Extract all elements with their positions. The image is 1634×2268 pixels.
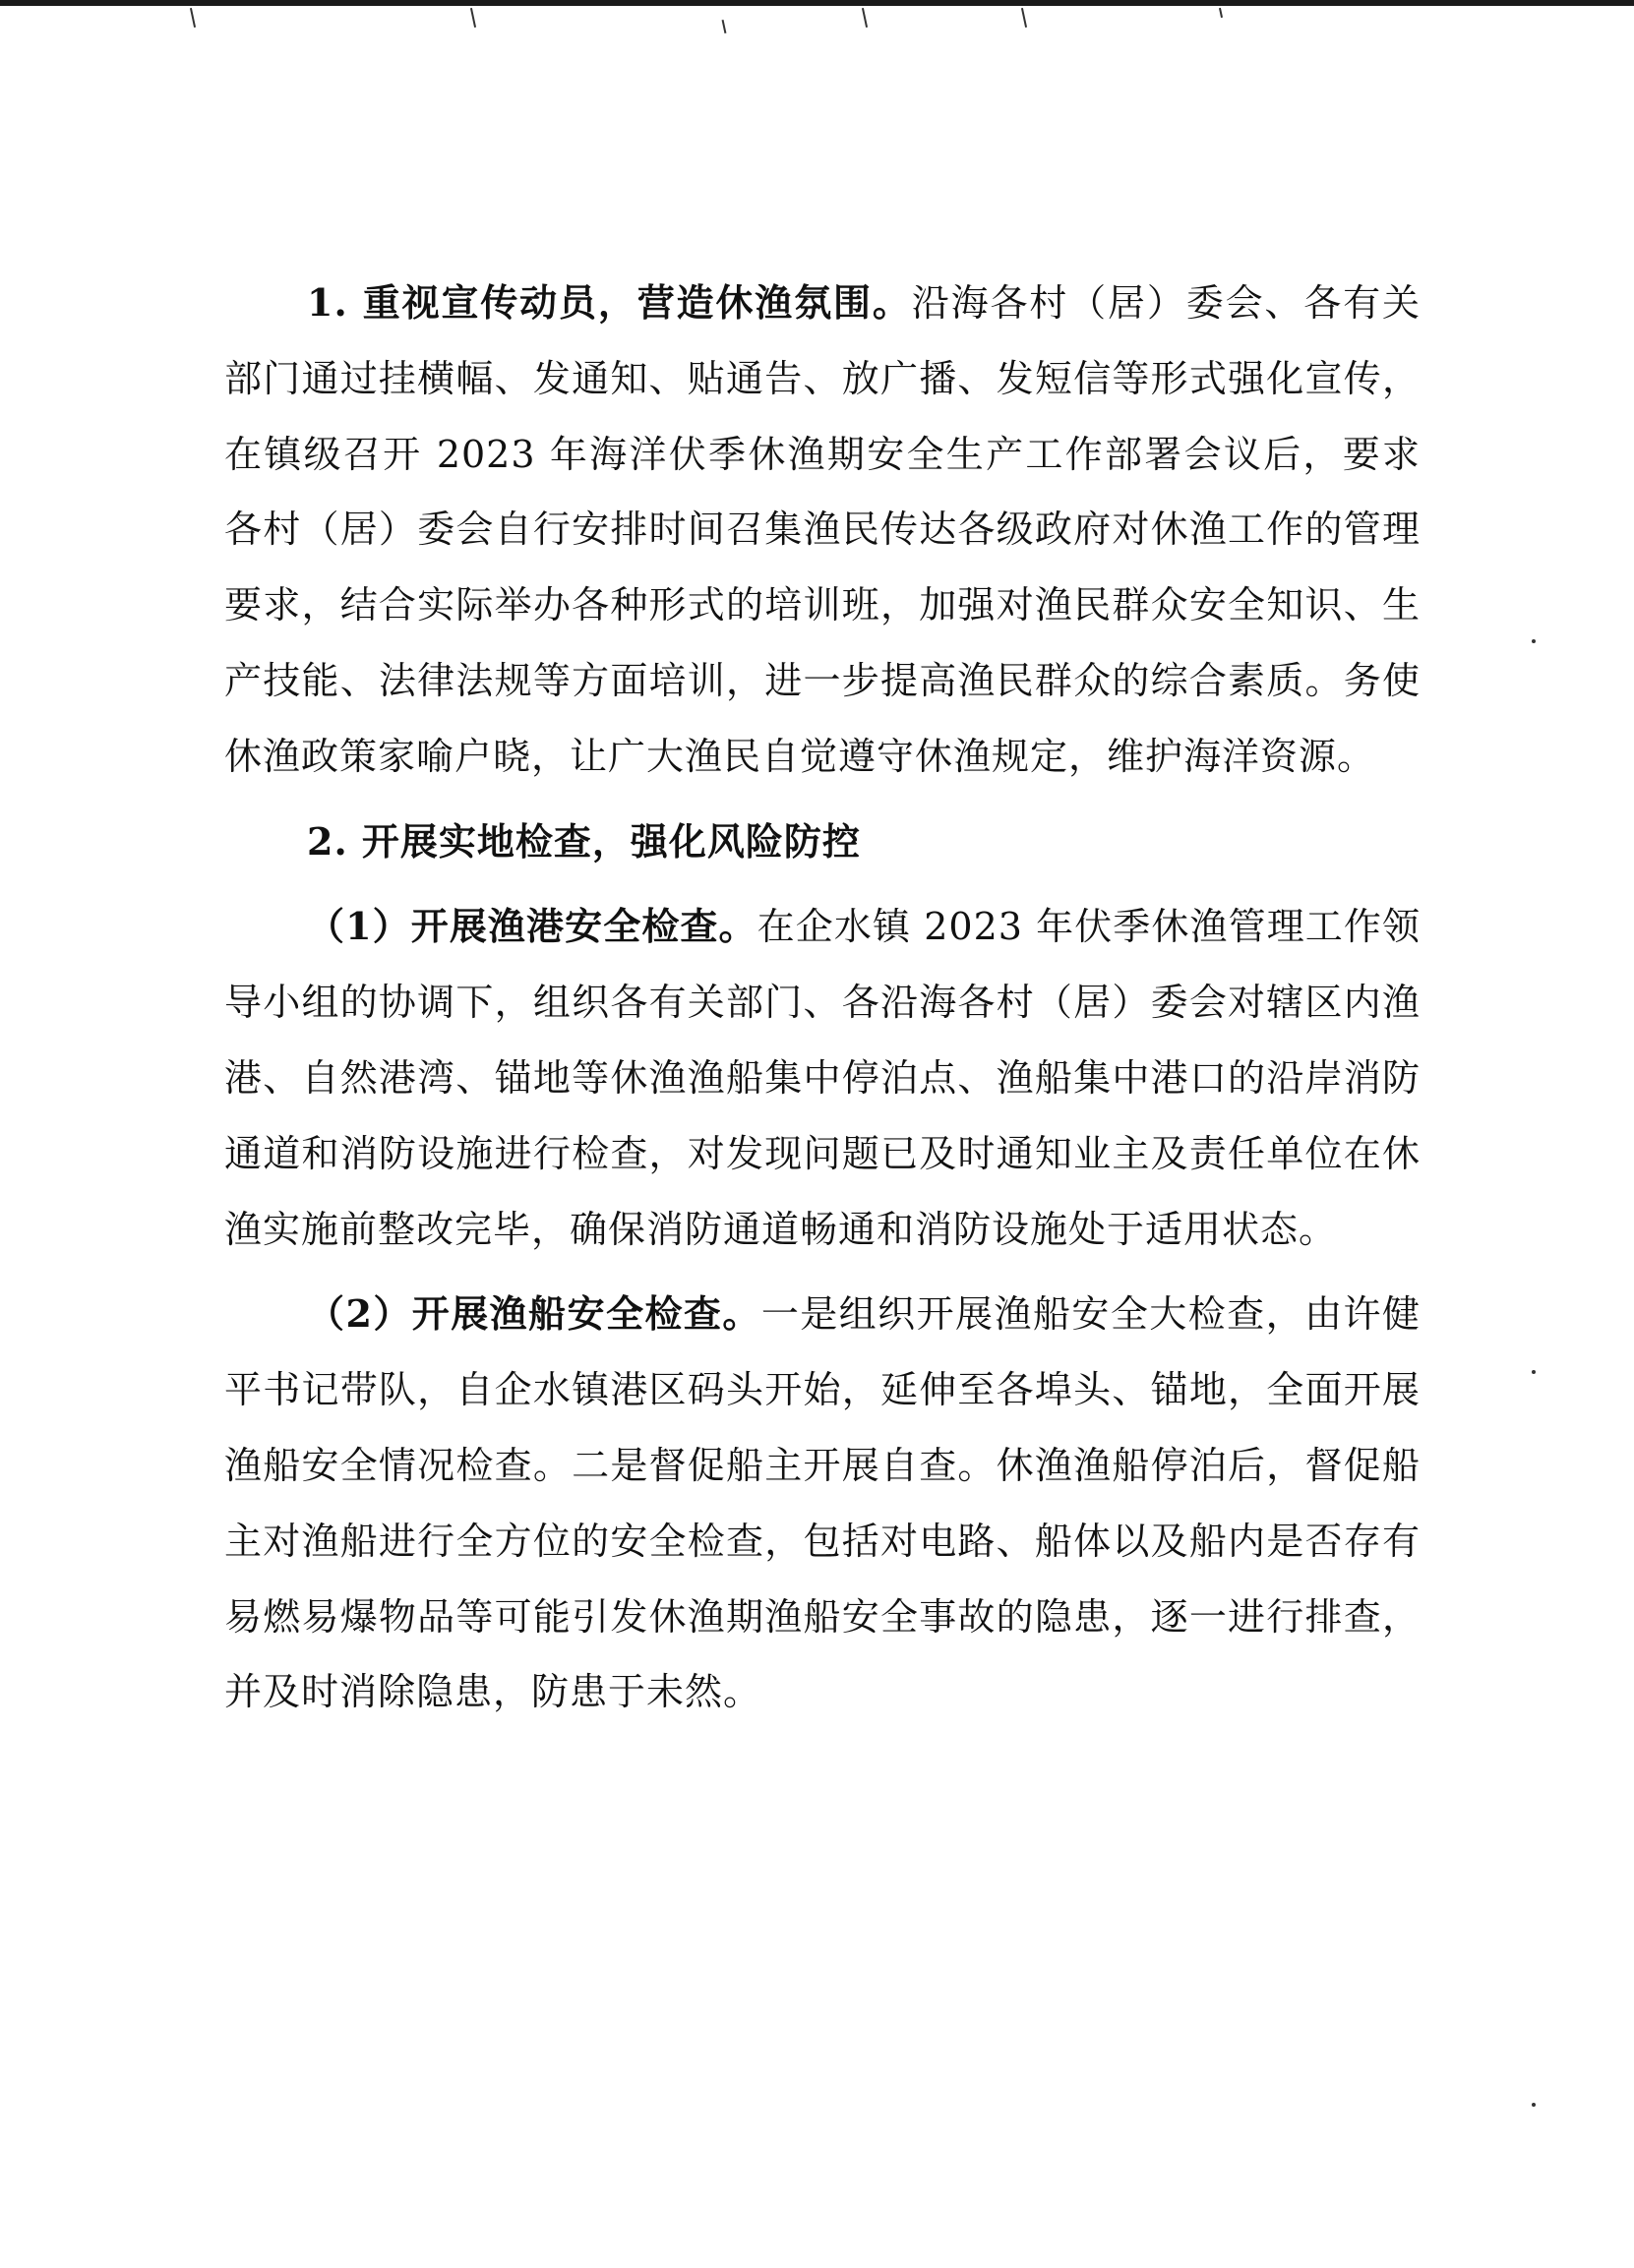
paragraph-text: 一是组织开展渔船安全大检查，由许健平书记带队，自企水镇港区码头开始，延伸至各埠头、锚地，全面开展渔船安全情况检查。二是督促船主开展自查。休渔渔船停泊后，督促船主对渔船进行全方位的安全检查，包括对电路、船体以及船内是否存有易燃易爆物品等可能引发休渔期渔船安全事故的隐患，逐一进行排查，并及时消除隐患，防患于未然。: [224, 1292, 1421, 1714]
paragraph-lead: （2）开展渔船安全检查。: [307, 1291, 761, 1337]
scan-mark: [862, 8, 868, 28]
scan-mark: [470, 8, 476, 28]
scan-mark: [1021, 8, 1027, 28]
paragraph-text: 沿海各村（居）委会、各有关部门通过挂横幅、发通知、贴通告、放广播、发短信等形式强化宣传，在镇级召开 2023 年海洋伏季休渔期安全生产工作部署会议后，要求各村（居）委会自行安排时间召集渔民传达各级政府对休渔工作的管理要求，结合实际举办各种形式的培训班，加强对渔民群众安全知识、生产技能、法律法规等方面培训，进一步提高渔民群众的综合素质。务使休渔政策家喻户晓，让广大渔民自觉遵守休渔规定，维护海洋资源。: [224, 281, 1421, 778]
scan-mark: [190, 8, 196, 28]
scan-mark: [722, 20, 727, 33]
paragraph-lead: 1. 重视宣传动员，营造休渔氛围。: [307, 280, 912, 325]
paragraph-publicity: [224, 266, 1421, 795]
section-heading-inspection: [224, 805, 1421, 880]
paragraph-lead: 2. 开展实地检查，强化风险防控: [307, 818, 861, 864]
scan-mark: [1219, 8, 1223, 18]
scan-speck: [1532, 1370, 1536, 1374]
scan-speck: [1532, 2103, 1536, 2107]
paragraph-port-inspection: [224, 889, 1421, 1267]
scan-speck: [1532, 639, 1536, 643]
paragraph-text: 在企水镇 2023 年伏季休渔管理工作领导小组的协调下，组织各有关部门、各沿海各村（居）委会对辖区内渔港、自然港湾、锚地等休渔渔船集中停泊点、渔船集中港口的沿岸消防通道和消防设施进行检查，对发现问题已及时通知业主及责任单位在休渔实施前整改完毕，确保消防通道畅通和消防设施处于适用状态。: [224, 905, 1421, 1251]
scan-top-edge: [0, 0, 1634, 6]
paragraph-lead: （1）开展渔港安全检查。: [307, 904, 757, 949]
paragraph-vessel-inspection: [224, 1277, 1421, 1730]
document-body: [224, 266, 1421, 1730]
